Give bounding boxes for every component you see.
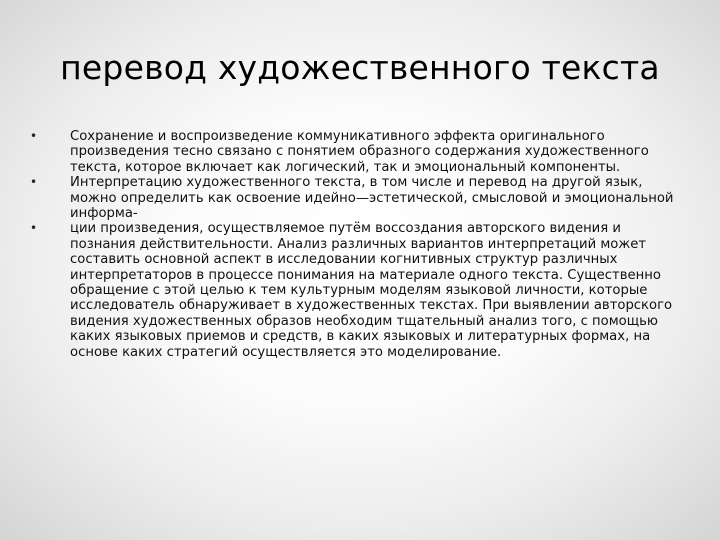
slide-title: перевод художественного текста (60, 48, 660, 87)
bullet-item-3 (30, 221, 678, 360)
bullet-item-2 (30, 175, 678, 221)
bullet-text-2: Интерпретацию художественного текста, в том числе и перевод на другой язык, можно определить как освоение идейно—эстетической, смысловой и эмоциональной информа- (70, 175, 674, 222)
bullet-icon: • (30, 221, 38, 236)
bullet-text-1: Сохранение и воспроизведение коммуникативного эффекта оригинального произведения тесно связано с понятием образного содержания художественного текста, которое включает как логический, так и эмоциональный компоненты. (70, 129, 649, 175)
bullet-icon: • (30, 175, 38, 190)
bullet-item-1 (30, 129, 678, 175)
bullet-list (30, 129, 678, 360)
bullet-text-3: ции произведения, осуществляемое путём воссоздания авторского видения и познания действительности. Анализ различных вариантов интерпретаций может составить основной аспект в исследовании когнитивных структур различных интерпретаторов в процессе понимания на материале одного текста. Существенно обращение с этой целью к тем культурным моделям языковой личности, которые исследователь обнаруживает в художественных текстах. При выявлении авторского видения художественных образов необходим тщательный анализ того, с помощью каких языковых приемов и средств, в каких языковых и литературных формах, на основе каких стратегий осуществляется это моделирование. (70, 221, 673, 360)
bullet-icon: • (30, 129, 38, 143)
